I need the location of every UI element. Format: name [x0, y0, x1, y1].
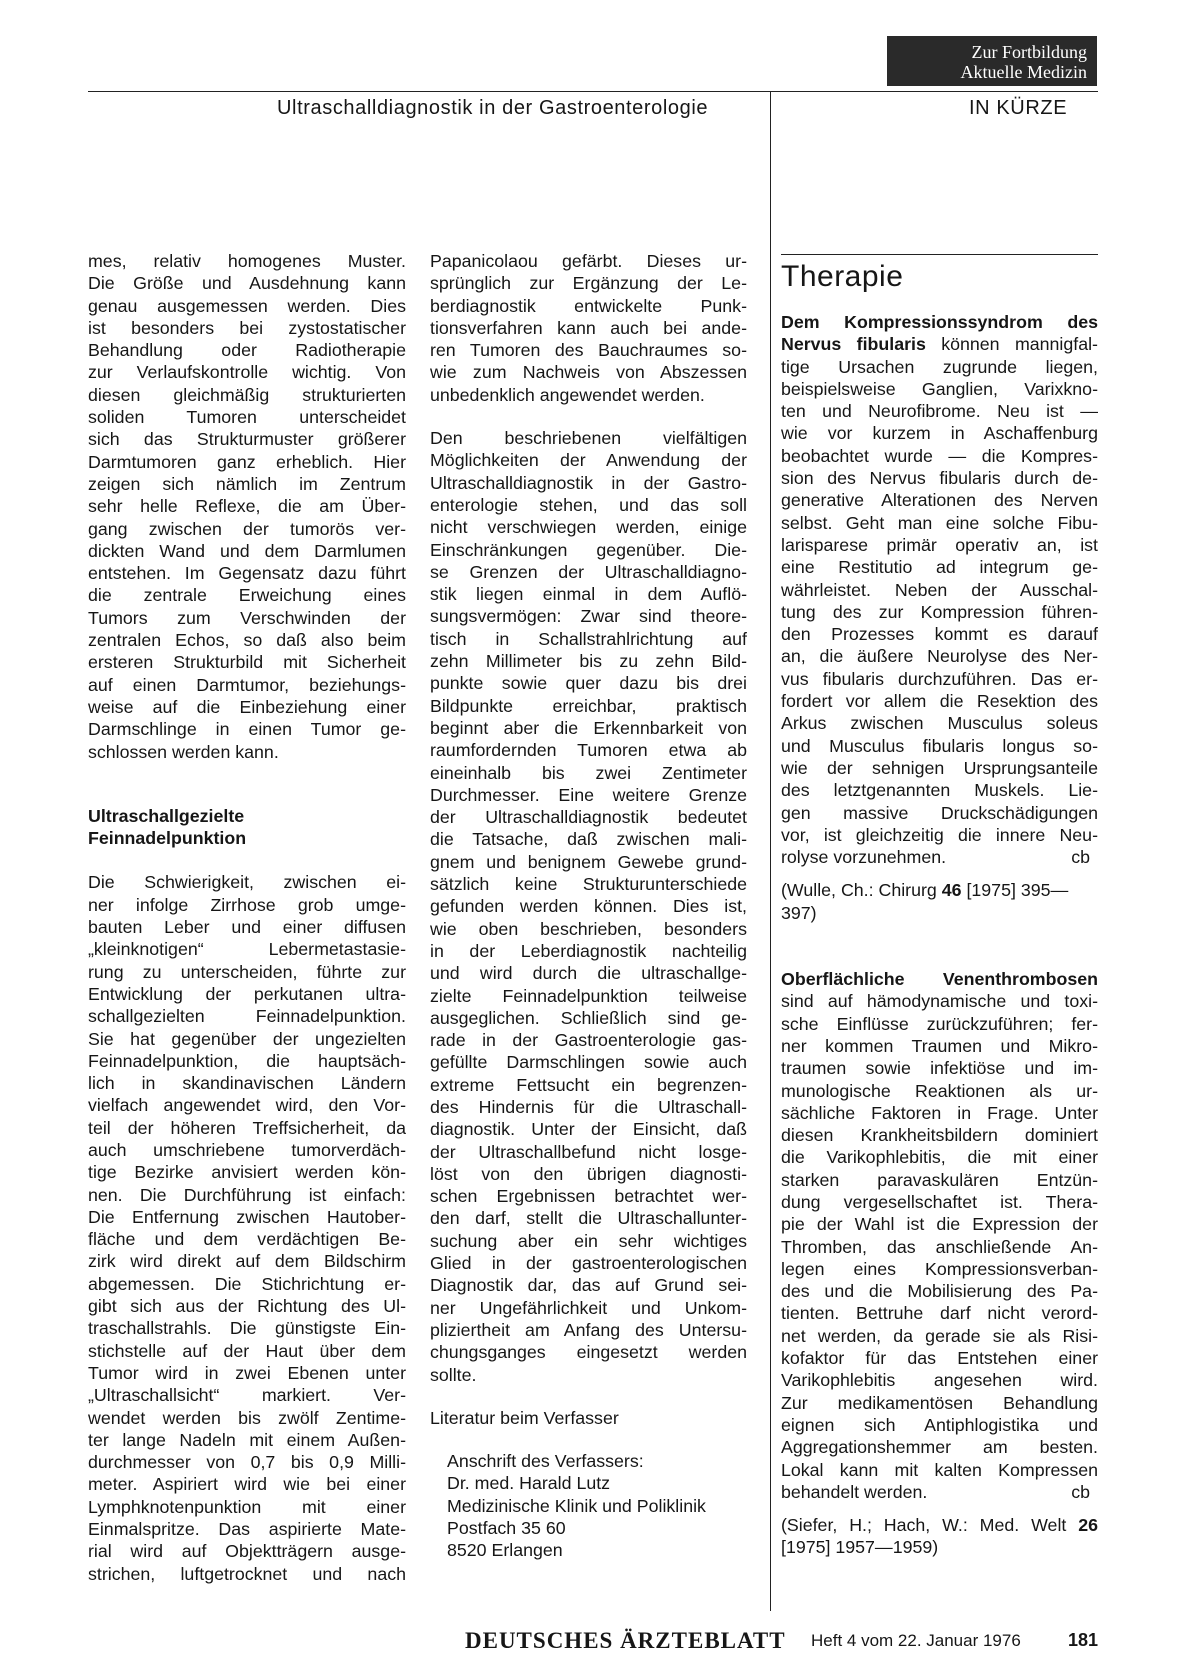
text-line: in der Leberdiagnostik nachteilig [430, 940, 747, 961]
text-line: Den beschriebenen vielfältigen [430, 428, 747, 449]
text-line: stik liegen einmal in dem Auflö- [430, 584, 747, 605]
text-line: durchmesser von 0,7 bis 0,9 Milli- [88, 1452, 406, 1473]
text-line: Die Schwierigkeit, zwischen ei- [88, 872, 406, 893]
text-line: tige Ursachen zugrunde liegen, [781, 356, 1098, 377]
therapy-item-nervus-fibularis [781, 311, 1098, 924]
text-line: Varikophlebitis angesehen wird. [781, 1370, 1098, 1391]
text-line: zirk wird direkt auf dem Bildschirm [88, 1251, 406, 1272]
text-line: diesen Krankheitsbildern dominiert [781, 1125, 1098, 1146]
reference-text: [1975] 395— [961, 880, 1069, 901]
badge-line-2: Aktuelle Medizin [960, 62, 1087, 82]
text-line: wendet werden bis zwölf Zentime- [88, 1407, 406, 1428]
text-line: an, die äußere Neurolyse des Ner- [781, 646, 1098, 667]
text-line: auch umschriebene tumorverdäch- [88, 1139, 406, 1160]
text-line: extreme Fettsucht ein begrenzen- [430, 1074, 747, 1095]
text-line: Ultraschalldiagnostik in der Gastro- [430, 472, 747, 493]
text-line: Feinnadelpunktion, die hauptsäch- [88, 1050, 406, 1071]
text-line: Lymphknotenpunktion mit einer [88, 1496, 406, 1517]
text-line: tionsverfahren kann auch bei ande- [430, 317, 747, 338]
text-line: strichen, luftgetrocknet und nach [88, 1563, 406, 1584]
text-line: sätzlich keine Strukturunterschiede [430, 874, 747, 895]
section-badge [887, 36, 1097, 86]
text-line: munologische Reaktionen als ur- [781, 1080, 1098, 1101]
text-line: ist besonders bei zystostatischer [88, 317, 406, 338]
text-line: bauten Leber und einer diffusen [88, 917, 406, 938]
text-line: punkte sowie quer dazu bis drei [430, 673, 747, 694]
text-line: des letztgenannten Muskels. Lie- [781, 780, 1098, 801]
text-line: sächliche Faktoren in Frage. Unter [781, 1102, 1098, 1123]
badge-line-1: Zur Fortbildung [971, 42, 1087, 62]
address-line: Postfach 35 60 [447, 1518, 566, 1539]
text-line: sungsvermögen: Zwar sind theore- [430, 606, 747, 627]
text-line: abgemessen. Die Stichrichtung er- [88, 1273, 406, 1294]
text-line: der Ultraschalldiagnostik bedeutet [430, 807, 747, 828]
text-line: Sie hat gegenüber der ungezielten [88, 1028, 406, 1049]
text-line: rade in der Gastroenterologie gas- [430, 1030, 747, 1051]
text-line: zielte Feinnadelpunktion teilweise [430, 985, 747, 1006]
address-line: Anschrift des Verfassers: [447, 1451, 644, 1472]
text-line: gefunden werden können. Dies ist, [430, 896, 747, 917]
text-line: traumen sowie infektiöse und im- [781, 1058, 1098, 1079]
text-line: Glied in der gastroenterologischen [430, 1253, 747, 1274]
text-line: sprünglich zur Ergänzung der Le- [430, 273, 747, 294]
text-line: Einschränkungen gegenüber. Die- [430, 539, 747, 560]
text-line: ter lange Nadeln mit einem Außen- [88, 1429, 406, 1450]
text-line: Die Entfernung zwischen Hautober- [88, 1206, 406, 1227]
text-line: rung zu unterscheiden, führte zur [88, 961, 406, 982]
reference-volume: 46 [941, 880, 962, 901]
text-line: ten und Neurofibrome. Neu ist — [781, 401, 1098, 422]
text-line: eineinhalb bis zwei Zentimeter [430, 762, 747, 783]
text-line: ner Ungefährlichkeit und Unkom- [430, 1297, 747, 1318]
item-lead-line [781, 311, 1098, 333]
text-line: „Ultraschallsicht“ markiert. Ver- [88, 1385, 406, 1406]
subheading-feinnadelpunktion [88, 805, 406, 850]
col2-paragraph-1 [430, 250, 747, 406]
column-1 [88, 250, 406, 1585]
text-line: Aggregationshemmer am besten. [781, 1437, 1098, 1458]
text-line: unbedenklich angewendet werden. [430, 384, 705, 405]
item-last-line [781, 1481, 1098, 1503]
item-lead-line [781, 333, 1098, 355]
text-line: sehr helle Reflexe, die am Über- [88, 496, 406, 517]
text-line: zeigen sich nämlich im Zentrum [88, 473, 406, 494]
text-line: der Ultraschallbefund nicht losge- [430, 1141, 747, 1162]
text-line: larisparese primär operativ an, ist [781, 534, 1098, 555]
text-line: Darmtumoren ganz erheblich. Hier [88, 451, 406, 472]
text-line: wie oben beschrieben, besonders [430, 918, 747, 939]
text-line: gen massive Druckschädigungen [781, 802, 1098, 823]
text-line: sche Einflüsse zurückzuführen; fer- [781, 1013, 1098, 1034]
text-line: enterologie stehen, und das soll [430, 494, 747, 515]
item-bold-lead: Dem Kompressionssyndrom des [781, 312, 1098, 332]
text-line: schlossen werden kann. [88, 741, 279, 762]
text-line: „kleinknotigen“ Lebermetastasie- [88, 939, 406, 960]
item-text: behandelt werden. [781, 1481, 928, 1502]
item-lead-line [781, 968, 1098, 990]
text-line: gang zwischen der tumorös ver- [88, 518, 406, 539]
text-line: dickten Wand und dem Darmlumen [88, 540, 406, 561]
text-line: zehn Millimeter bis zu zehn Bild- [430, 651, 747, 672]
text-line: meter. Aspiriert wird wie bei einer [88, 1474, 406, 1495]
literature-note: Literatur beim Verfasser [430, 1407, 619, 1428]
text-line: Zur medikamentösen Behandlung [781, 1392, 1098, 1413]
address-line: 8520 Erlangen [447, 1540, 563, 1561]
text-line: Tumors zum Verschwinden der [88, 607, 406, 628]
text-line: ren Tumoren des Bauchraumes so- [430, 340, 747, 361]
reference-text: (Wulle, Ch.: Chirurg [781, 880, 942, 901]
text-line: ausgeglichen. Schließlich sind ge- [430, 1007, 747, 1028]
text-line: net werden, da gerade sie als Risi- [781, 1325, 1098, 1346]
header-rule [88, 91, 1098, 92]
text-line: Möglichkeiten der Anwendung der [430, 450, 747, 471]
col1-paragraph-1 [88, 250, 406, 763]
item-last-line [781, 846, 1098, 868]
text-line: raumfordernden Tumoren etwa ab [430, 740, 747, 761]
text-line: ersteren Strukturbild mit Sicherheit [88, 652, 406, 673]
text-line: beispielsweise Ganglien, Varixkno- [781, 378, 1098, 399]
text-line: und wird durch die ultraschallge- [430, 963, 747, 984]
text-line: fordert vor allem die Resektion des [781, 691, 1098, 712]
item-reference [781, 1514, 1098, 1536]
text-line: und Musculus fibularis longus so- [781, 735, 1098, 756]
text-line: starken paravaskulären Entzün- [781, 1169, 1098, 1190]
text-line: sollte. [430, 1364, 477, 1385]
text-line: suchung aber ein sehr wichtiges [430, 1230, 747, 1251]
text-line: Bildpunkte erreichbar, praktisch [430, 695, 747, 716]
text-line: legen eines Kompressionsverban- [781, 1258, 1098, 1279]
text-line: tige Bezirke anvisiert werden kön- [88, 1162, 406, 1183]
item-bold-lead: Nervus fibularis [781, 334, 926, 355]
text-line: sich das Strukturmuster größerer [88, 429, 406, 450]
text-line: des Hindernis für die Ultraschall- [430, 1096, 747, 1117]
text-line: generative Alterationen des Nerven [781, 490, 1098, 511]
running-title: Ultraschalldiagnostik in der Gastroenterologie [277, 97, 709, 119]
reference-text: (Siefer, H.; Hach, W.: Med. Welt [781, 1515, 1079, 1536]
text-line: eine Restitutio ad integrum ge- [781, 557, 1098, 578]
page-number: 181 [1068, 1630, 1099, 1650]
text-line: wie zum Nachweis von Abszessen [430, 362, 747, 383]
text-line: löst von den übrigen diagnosti- [430, 1163, 747, 1184]
text-line: Entwicklung der perkutanen ultra- [88, 983, 406, 1004]
text-line: pliziertheit am Anfang des Untersu- [430, 1319, 747, 1340]
address-line: Dr. med. Harald Lutz [447, 1473, 611, 1494]
text-line: selbst. Geht man eine solche Fibu- [781, 512, 1098, 533]
item-reference: 397) [781, 902, 817, 923]
text-line: vus fibularis durchzuführen. Das er- [781, 668, 1098, 689]
text-line: wie vor kurzem in Aschaffenburg [781, 423, 1098, 444]
text-line: Die Größe und Ausdehnung kann [88, 273, 406, 294]
text-line: schen Ergebnissen betrachtet wer- [430, 1186, 747, 1207]
column-2 [430, 250, 747, 1562]
reference-volume: 26 [1078, 1515, 1098, 1536]
text-line: gefüllte Darmschlingen sowie auch [430, 1052, 747, 1073]
text-line: beginnt aber die Erkennbarkeit von [430, 717, 747, 738]
text-line: Lokal kann mit kalten Kompressen [781, 1459, 1098, 1480]
text-line: eignen sich Antiphlogistika und [781, 1414, 1098, 1435]
item-text: können mannigfal- [925, 334, 1098, 355]
text-line: tisch in Schallstrahlrichtung auf [430, 628, 747, 649]
text-line: chungsganges eingesetzt werden [430, 1342, 747, 1363]
text-line: Durchmesser. Eine weitere Grenze [430, 784, 747, 805]
text-line: berdiagnostik entwickelte Punk- [430, 295, 747, 316]
text-line: zur Verlaufskontrolle wichtig. Von [88, 362, 406, 383]
column-3 [781, 311, 1098, 1559]
text-line: die Tatsache, daß zwischen mali- [430, 829, 747, 850]
text-line: teil der höheren Treffsicherheit, da [88, 1117, 406, 1138]
text-line: gibt sich aus der Richtung des Ul- [88, 1296, 406, 1317]
text-line: die zentrale Erweichung eines [88, 585, 406, 606]
text-line: zentralen Echos, so daß also beim [88, 630, 406, 651]
text-line: den darf, stellt die Ultraschallunter- [430, 1208, 747, 1229]
text-line: vor, ist gleichzeitig die innere Neu- [781, 824, 1098, 845]
text-line: traschallstrahls. Die günstigste Ein- [88, 1318, 406, 1339]
author-address [430, 1450, 747, 1561]
subheading-line: Feinnadelpunktion [88, 828, 247, 849]
issue-info: Heft 4 vom 22. Januar 1976 [811, 1631, 1021, 1650]
section-rule-top [781, 254, 1098, 255]
text-line: gnem und benignem Gewebe grund- [430, 851, 747, 872]
item-reference [781, 879, 1098, 901]
text-line: Papanicolaou gefärbt. Dieses ur- [430, 251, 747, 271]
item-text: rolyse vorzunehmen. [781, 847, 947, 868]
author-initials: cb [1071, 847, 1090, 868]
col2-paragraph-2 [430, 427, 747, 1386]
text-line: nen. Die Durchführung ist einfach: [88, 1184, 406, 1205]
text-line: diesen gleichmäßig strukturierten [88, 384, 406, 405]
item-bold-lead: Oberflächliche Venenthrombosen [781, 969, 1098, 990]
running-section: IN KÜRZE [969, 97, 1068, 119]
text-line: währleistet. Neben der Ausschal- [781, 579, 1098, 600]
text-line: Tumor wird in zwei Ebenen unter [88, 1362, 406, 1383]
text-line: beobachtet wurde — die Kompres- [781, 445, 1098, 466]
text-line: sion des Nervus fibularis durch de- [781, 468, 1098, 489]
subheading-line: Ultraschallgezielte [88, 805, 245, 826]
text-line: diagnostik. Unter der Einsicht, daß [430, 1119, 747, 1140]
text-line: ner infolge Zirrhose grob umge- [88, 894, 406, 915]
text-line: den Prozesses kommt es darauf [781, 624, 1098, 645]
text-line: sind auf hämodynamische und toxi- [781, 991, 1098, 1012]
text-line: ner kommen Traumen und Mikro- [781, 1035, 1098, 1056]
text-line: tienten. Bettruhe darf nicht verord- [781, 1303, 1098, 1324]
address-line: Medizinische Klinik und Poliklinik [447, 1495, 706, 1516]
text-line: stichstelle auf der Haut über dem [88, 1340, 406, 1361]
text-line: genau ausgemessen werden. Dies [88, 295, 406, 316]
text-line: dung vergesellschaftet ist. Thera- [781, 1191, 1098, 1212]
text-line: lich in skandinavischen Ländern [88, 1073, 406, 1094]
text-line: Thromben, das anschließende An- [781, 1236, 1098, 1257]
text-line: Einmalspritze. Das aspirierte Mate- [88, 1519, 406, 1540]
text-line: kofaktor für das Entstehen einer [781, 1348, 1098, 1369]
text-line: se Grenzen der Ultraschalldiagno- [430, 561, 747, 582]
text-line: wie der sehnigen Ursprungsanteile [781, 757, 1098, 778]
text-line: pie der Wahl ist die Expression der [781, 1214, 1098, 1235]
section-title: Therapie [781, 260, 904, 293]
text-line: Darmschlinge in einen Tumor ge- [88, 719, 406, 740]
text-line: Arkus zwischen Musculus soleus [781, 713, 1098, 734]
text-line: die Varikophlebitis, die mit einer [781, 1147, 1098, 1168]
text-line: des und die Mobilisierung des Pa- [781, 1281, 1098, 1302]
text-line: schallgezielten Feinnadelpunktion. [88, 1006, 406, 1027]
therapy-item-venenthrombosen [781, 968, 1098, 1559]
text-line: entstehen. Im Gegensatz dazu führt [88, 563, 406, 584]
column-divider [770, 91, 771, 1611]
item-reference: [1975] 1957—1959) [781, 1537, 939, 1558]
text-line: soliden Tumoren unterscheidet [88, 407, 406, 428]
text-line: tung des zur Kompression führen- [781, 601, 1098, 622]
text-line: Diagnostik dar, das auf Grund sei- [430, 1275, 747, 1296]
text-line: mes, relativ homogenes Muster. [88, 251, 406, 271]
journal-name: DEUTSCHES ÄRZTEBLATT [465, 1628, 786, 1653]
text-line: weise auf die Einbeziehung einer [88, 696, 406, 717]
text-line: Behandlung oder Radiotherapie [88, 340, 406, 361]
text-line: nicht verschwiegen werden, einige [430, 517, 747, 538]
text-line: fläche und dem verdächtigen Be- [88, 1229, 406, 1250]
author-initials: cb [1071, 1481, 1090, 1502]
text-line: auf einen Darmtumor, beziehungs- [88, 674, 406, 695]
text-line: vielfach angewendet wird, den Vor- [88, 1095, 406, 1116]
col1-paragraph-2 [88, 871, 406, 1585]
text-line: rial wird auf Objektträgern ausge- [88, 1541, 406, 1562]
